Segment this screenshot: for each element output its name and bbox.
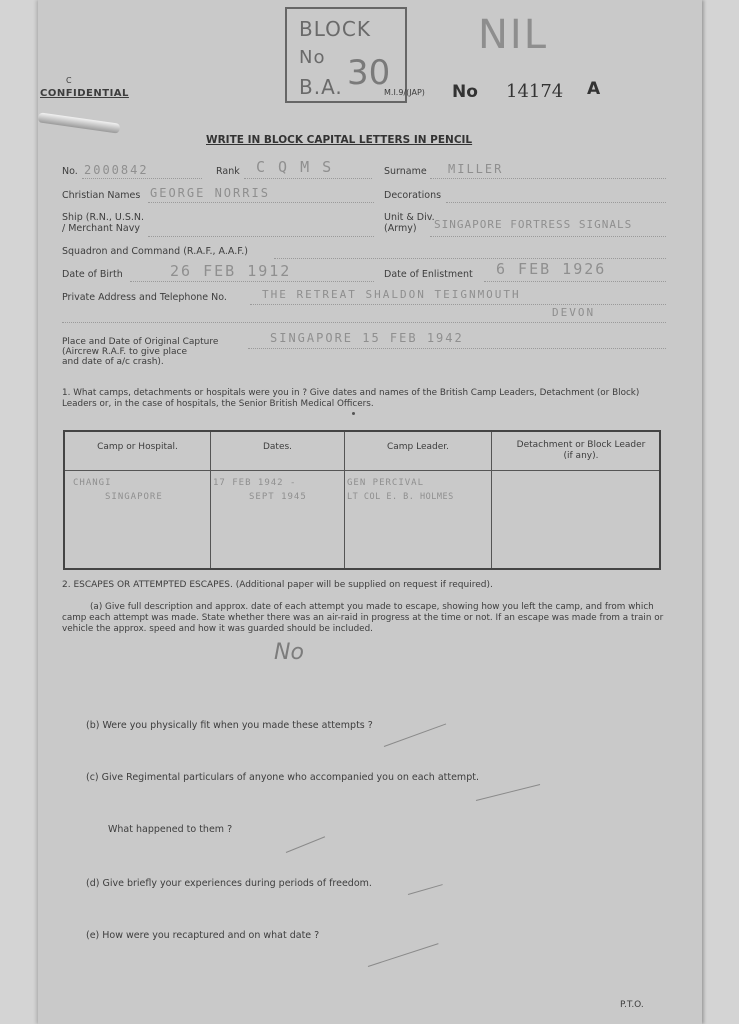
section2-d-text: (d) Give briefly your experiences during periods of freedom. [86,878,372,889]
dob-label: Date of Birth [62,269,123,280]
col-camp-header: Camp or Hospital. [97,442,178,452]
christian-names-value: GEORGE NORRIS [150,186,270,200]
cell-camp-line1: CHANGI [73,478,112,488]
decorations-label: Decorations [384,190,442,201]
pto-label: P.T.O. [620,1000,644,1010]
section2-a-text: (a) Give full description and approx. date of each attempt you made to escape, showing how you left the camp, and from which camp each attempt was made. State whether there was an air-raid in progress at the time or not. If an escape was made from a train or vehicle the approx. speed and how it was guarded should be included. [62,602,664,634]
mi-reference: M.I.9/(JAP) [384,88,425,97]
address-line2: DEVON [552,306,596,319]
section2-c-text: (c) Give Regimental particulars of anyone who accompanied you on each attempt. [86,772,479,783]
confidential-label: CONFIDENTIAL [40,88,129,99]
unit-label [384,212,435,234]
col-block-header: Detachment or Block Leader (if any). [516,440,646,461]
camps-table [63,430,661,570]
capture-label-line2: (Aircrew R.A.F. to give place [62,347,188,357]
stamp-line-ba: B.A. [299,75,343,99]
capture-value: SINGAPORE 15 FEB 1942 [270,331,464,345]
nil-mark [516,68,546,76]
confidential-mark: C [66,76,72,85]
capture-label [62,337,218,367]
section2-c2-text: What happened to them ? [108,824,233,835]
section2-heading: 2. ESCAPES OR ATTEMPTED ESCAPES. (Additional paper will be supplied on request if required). [62,580,493,590]
form-number: 14174 [506,81,564,102]
service-no-value: 2000842 [84,163,149,177]
stamp-handwritten-number: 30 [347,53,391,93]
surname-label: Surname [384,166,427,177]
stamp-line-block: BLOCK [299,17,371,41]
surname-value: MILLER [448,162,504,176]
address-label: Private Address and Telephone No. [62,292,227,303]
squadron-label: Squadron and Command (R.A.F., A.A.F.) [62,246,248,257]
ink-dot [352,412,355,415]
cell-camp-line2: SINGAPORE [105,492,163,502]
dob-value: 26 FEB 1912 [170,262,292,280]
cell-dates-line2: SEPT 1945 [249,492,307,502]
section2-b-text: (b) Were you physically fit when you made these attempts ? [86,720,373,731]
address-line1: THE RETREAT SHALDON TEIGNMOUTH [262,288,521,301]
unit-value: SINGAPORE FORTRESS SIGNALS [434,218,633,231]
section1-question: 1. What camps, detachments or hospitals were you in ? Give dates and names of the British Camp Leaders, Detachment (or Block) Leaders or, in the case of hospitals, the Senior British Medical Officers. [62,388,640,409]
instruction-heading: WRITE IN BLOCK CAPITAL LETTERS IN PENCIL [206,134,473,146]
enlistment-label: Date of Enlistment [384,269,473,280]
cell-leader-line1: GEN PERCIVAL [347,478,425,488]
enlistment-value: 6 FEB 1926 [496,260,607,278]
section2-a-answer: No [274,640,304,665]
paper-clip-icon [38,112,120,133]
col-dates-header: Dates. [262,442,293,452]
ship-label [62,212,144,234]
col-leader-header: Camp Leader. [386,442,450,452]
rank-value: C Q M S [256,158,334,176]
nil-handwritten: NIL [478,12,549,58]
cell-leader-line2: LT COL E. B. HOLMES [347,492,454,502]
form-number-label: No [452,82,478,102]
form-suffix: A [587,79,601,99]
section2-e-text: (e) How were you recaptured and on what date ? [86,930,320,941]
christian-names-label: Christian Names [62,190,141,201]
cell-dates-line1: 17 FEB 1942 - [213,478,297,488]
service-no-label: No. [62,166,78,177]
stamp-line-no: No [299,47,326,68]
rank-label: Rank [216,166,240,177]
unit-label-line1: Unit & Div. [384,212,435,223]
ship-label-line2: / Merchant Navy [62,223,140,234]
capture-label-line3: and date of a/c crash). [62,357,164,367]
capture-label-line1: Place and Date of Original Capture [62,337,219,347]
form-page [38,0,702,1024]
unit-label-line2: (Army) [384,223,417,234]
ship-label-line1: Ship (R.N., U.S.N. [62,212,145,223]
